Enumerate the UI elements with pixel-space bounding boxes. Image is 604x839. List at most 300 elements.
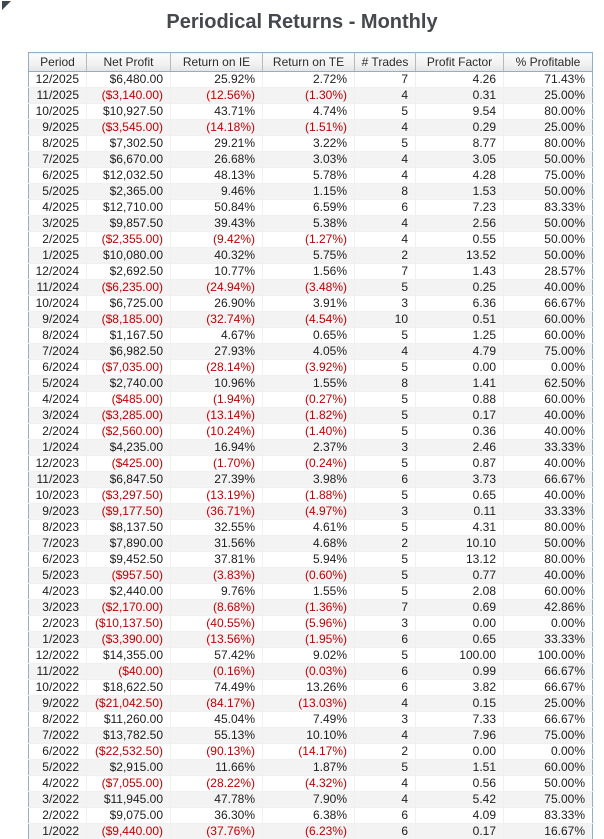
cell-net-profit: $10,080.00	[87, 248, 171, 264]
cell-num-trades: 7	[355, 72, 416, 88]
cell-return-on-ie: 29.21%	[171, 136, 263, 152]
cell-net-profit: ($9,440.00)	[87, 824, 171, 839]
page-title: Periodical Returns - Monthly	[166, 11, 438, 33]
cell-pct-profitable: 60.00%	[504, 312, 593, 328]
cell-net-profit: $14,355.00	[87, 648, 171, 664]
cell-return-on-te: (1.40%)	[263, 424, 355, 440]
cell-net-profit: ($3,297.50)	[87, 488, 171, 504]
cell-profit-factor: 1.51	[416, 760, 504, 776]
cell-profit-factor: 3.82	[416, 680, 504, 696]
cell-period: 8/2025	[29, 136, 87, 152]
cell-net-profit: ($2,170.00)	[87, 600, 171, 616]
cell-return-on-ie: 40.32%	[171, 248, 263, 264]
cell-period: 10/2022	[29, 680, 87, 696]
cell-profit-factor: 1.53	[416, 184, 504, 200]
cell-num-trades: 4	[355, 776, 416, 792]
cell-pct-profitable: 0.00%	[504, 744, 593, 760]
cell-profit-factor: 7.33	[416, 712, 504, 728]
cell-num-trades: 4	[355, 728, 416, 744]
cell-profit-factor: 6.36	[416, 296, 504, 312]
cell-return-on-ie: 39.43%	[171, 216, 263, 232]
cell-profit-factor: 1.25	[416, 328, 504, 344]
table-row	[29, 440, 593, 456]
cell-profit-factor: 4.31	[416, 520, 504, 536]
cell-net-profit: $4,235.00	[87, 440, 171, 456]
cell-return-on-ie: (13.19%)	[171, 488, 263, 504]
cell-return-on-te: 1.55%	[263, 584, 355, 600]
cell-num-trades: 5	[355, 392, 416, 408]
cell-num-trades: 2	[355, 536, 416, 552]
column-header-pct-profitable[interactable]: % Profitable	[504, 53, 593, 72]
cell-return-on-ie: (3.83%)	[171, 568, 263, 584]
cell-period: 7/2024	[29, 344, 87, 360]
cell-net-profit: $6,982.50	[87, 344, 171, 360]
cell-net-profit: $6,480.00	[87, 72, 171, 88]
cell-return-on-ie: (9.42%)	[171, 232, 263, 248]
cell-net-profit: ($3,285.00)	[87, 408, 171, 424]
cell-return-on-te: 10.10%	[263, 728, 355, 744]
cell-profit-factor: 0.69	[416, 600, 504, 616]
cell-return-on-te: 4.05%	[263, 344, 355, 360]
cell-num-trades: 5	[355, 424, 416, 440]
cell-net-profit: ($22,532.50)	[87, 744, 171, 760]
cell-return-on-ie: 9.76%	[171, 584, 263, 600]
cell-pct-profitable: 66.67%	[504, 296, 593, 312]
cell-net-profit: $7,890.00	[87, 536, 171, 552]
cell-pct-profitable: 50.00%	[504, 536, 593, 552]
cell-profit-factor: 10.10	[416, 536, 504, 552]
cell-net-profit: $2,692.50	[87, 264, 171, 280]
cell-num-trades: 7	[355, 600, 416, 616]
cell-return-on-te: (1.36%)	[263, 600, 355, 616]
cell-return-on-te: (0.24%)	[263, 456, 355, 472]
cell-return-on-ie: 4.67%	[171, 328, 263, 344]
cell-return-on-ie: 27.93%	[171, 344, 263, 360]
cell-num-trades: 7	[355, 264, 416, 280]
cell-period: 5/2024	[29, 376, 87, 392]
cell-period: 11/2024	[29, 280, 87, 296]
cell-net-profit: ($485.00)	[87, 392, 171, 408]
cell-pct-profitable: 83.33%	[504, 200, 593, 216]
cell-pct-profitable: 66.67%	[504, 680, 593, 696]
cell-return-on-te: 3.91%	[263, 296, 355, 312]
cell-return-on-te: (1.95%)	[263, 632, 355, 648]
cell-pct-profitable: 16.67%	[504, 824, 593, 839]
cell-num-trades: 5	[355, 552, 416, 568]
cell-return-on-te: 3.98%	[263, 472, 355, 488]
cell-return-on-te: 1.87%	[263, 760, 355, 776]
table-row	[29, 280, 593, 296]
cell-pct-profitable: 50.00%	[504, 152, 593, 168]
cell-profit-factor: 7.96	[416, 728, 504, 744]
table-row	[29, 648, 593, 664]
cell-pct-profitable: 0.00%	[504, 360, 593, 376]
cell-profit-factor: 0.88	[416, 392, 504, 408]
table-row	[29, 328, 593, 344]
cell-return-on-ie: (13.56%)	[171, 632, 263, 648]
cell-period: 9/2023	[29, 504, 87, 520]
cell-pct-profitable: 71.43%	[504, 72, 593, 88]
cell-return-on-te: 2.37%	[263, 440, 355, 456]
cell-pct-profitable: 25.00%	[504, 88, 593, 104]
cell-net-profit: ($21,042.50)	[87, 696, 171, 712]
cell-num-trades: 4	[355, 88, 416, 104]
cell-net-profit: $11,945.00	[87, 792, 171, 808]
cell-profit-factor: 0.87	[416, 456, 504, 472]
cell-return-on-ie: 45.04%	[171, 712, 263, 728]
cell-pct-profitable: 75.00%	[504, 728, 593, 744]
cell-pct-profitable: 80.00%	[504, 104, 593, 120]
cell-num-trades: 5	[355, 136, 416, 152]
table-row	[29, 264, 593, 280]
cell-num-trades: 5	[355, 488, 416, 504]
cell-num-trades: 5	[355, 280, 416, 296]
cell-net-profit: $6,847.50	[87, 472, 171, 488]
cell-num-trades: 2	[355, 744, 416, 760]
table-row	[29, 664, 593, 680]
cell-net-profit: $13,782.50	[87, 728, 171, 744]
cell-return-on-ie: (1.70%)	[171, 456, 263, 472]
cell-profit-factor: 0.99	[416, 664, 504, 680]
cell-net-profit: ($7,035.00)	[87, 360, 171, 376]
cell-pct-profitable: 40.00%	[504, 280, 593, 296]
cell-profit-factor: 2.56	[416, 216, 504, 232]
cell-period: 7/2022	[29, 728, 87, 744]
cell-net-profit: $1,167.50	[87, 328, 171, 344]
cell-net-profit: $7,302.50	[87, 136, 171, 152]
cell-profit-factor: 0.56	[416, 776, 504, 792]
cell-return-on-te: (13.03%)	[263, 696, 355, 712]
cell-profit-factor: 4.09	[416, 808, 504, 824]
cell-profit-factor: 0.00	[416, 616, 504, 632]
column-header-return-on-te[interactable]: Return on TE	[263, 53, 355, 72]
cell-profit-factor: 4.28	[416, 168, 504, 184]
cell-profit-factor: 13.12	[416, 552, 504, 568]
cell-num-trades: 6	[355, 632, 416, 648]
cell-pct-profitable: 33.33%	[504, 504, 593, 520]
cell-period: 2/2024	[29, 424, 87, 440]
cell-profit-factor: 9.54	[416, 104, 504, 120]
cell-profit-factor: 0.17	[416, 408, 504, 424]
cell-period: 3/2023	[29, 600, 87, 616]
cell-pct-profitable: 60.00%	[504, 584, 593, 600]
table-row	[29, 200, 593, 216]
cell-pct-profitable: 66.67%	[504, 712, 593, 728]
cell-return-on-ie: 9.46%	[171, 184, 263, 200]
cell-pct-profitable: 50.00%	[504, 184, 593, 200]
cell-profit-factor: 7.23	[416, 200, 504, 216]
cell-num-trades: 5	[355, 456, 416, 472]
column-header-period[interactable]: Period	[29, 53, 87, 72]
table-row	[29, 168, 593, 184]
cell-return-on-te: 1.56%	[263, 264, 355, 280]
cell-num-trades: 5	[355, 408, 416, 424]
cell-period: 5/2023	[29, 568, 87, 584]
table-row	[29, 696, 593, 712]
cell-return-on-te: (0.27%)	[263, 392, 355, 408]
cell-profit-factor: 0.77	[416, 568, 504, 584]
cell-pct-profitable: 100.00%	[504, 648, 593, 664]
cell-net-profit: $2,915.00	[87, 760, 171, 776]
cell-pct-profitable: 80.00%	[504, 552, 593, 568]
cell-net-profit: ($3,140.00)	[87, 88, 171, 104]
cell-return-on-te: (5.96%)	[263, 616, 355, 632]
cell-net-profit: ($9,177.50)	[87, 504, 171, 520]
cell-net-profit: $12,710.00	[87, 200, 171, 216]
cell-return-on-te: 3.03%	[263, 152, 355, 168]
cell-profit-factor: 2.08	[416, 584, 504, 600]
table-row	[29, 728, 593, 744]
table-row	[29, 584, 593, 600]
cell-num-trades: 4	[355, 152, 416, 168]
cell-net-profit: ($3,545.00)	[87, 120, 171, 136]
table-row	[29, 680, 593, 696]
cell-return-on-ie: (8.68%)	[171, 600, 263, 616]
table-row	[29, 552, 593, 568]
cell-period: 5/2025	[29, 184, 87, 200]
cell-net-profit: ($8,185.00)	[87, 312, 171, 328]
cell-profit-factor: 0.51	[416, 312, 504, 328]
cell-return-on-ie: (1.94%)	[171, 392, 263, 408]
cell-return-on-te: 7.90%	[263, 792, 355, 808]
cell-return-on-ie: 37.81%	[171, 552, 263, 568]
table-row	[29, 216, 593, 232]
cell-num-trades: 10	[355, 312, 416, 328]
table-row	[29, 776, 593, 792]
cell-period: 7/2025	[29, 152, 87, 168]
cell-return-on-te: 13.26%	[263, 680, 355, 696]
table-row	[29, 120, 593, 136]
cell-num-trades: 4	[355, 696, 416, 712]
cell-pct-profitable: 80.00%	[504, 520, 593, 536]
cell-period: 6/2024	[29, 360, 87, 376]
column-header-profit-factor[interactable]: Profit Factor	[416, 53, 504, 72]
cell-period: 11/2022	[29, 664, 87, 680]
cell-num-trades: 3	[355, 504, 416, 520]
table-row	[29, 520, 593, 536]
cell-profit-factor: 0.65	[416, 488, 504, 504]
cell-return-on-ie: 74.49%	[171, 680, 263, 696]
cell-num-trades: 5	[355, 520, 416, 536]
table-row	[29, 392, 593, 408]
table-row	[29, 824, 593, 839]
table-row	[29, 344, 593, 360]
cell-net-profit: ($40.00)	[87, 664, 171, 680]
cell-period: 2/2025	[29, 232, 87, 248]
cell-profit-factor: 4.79	[416, 344, 504, 360]
cell-return-on-ie: 10.77%	[171, 264, 263, 280]
cell-period: 1/2024	[29, 440, 87, 456]
cell-num-trades: 3	[355, 296, 416, 312]
cell-return-on-ie: 43.71%	[171, 104, 263, 120]
cell-profit-factor: 0.00	[416, 744, 504, 760]
cell-num-trades: 8	[355, 184, 416, 200]
cell-num-trades: 5	[355, 760, 416, 776]
cell-return-on-te: 4.74%	[263, 104, 355, 120]
table-row	[29, 568, 593, 584]
table-row	[29, 760, 593, 776]
table-row	[29, 744, 593, 760]
cell-num-trades: 6	[355, 808, 416, 824]
cell-return-on-ie: 48.13%	[171, 168, 263, 184]
cell-num-trades: 4	[355, 216, 416, 232]
cell-profit-factor: 8.77	[416, 136, 504, 152]
cell-return-on-ie: (40.55%)	[171, 616, 263, 632]
cell-net-profit: $6,670.00	[87, 152, 171, 168]
cell-return-on-te: (1.30%)	[263, 88, 355, 104]
cell-return-on-ie: (14.18%)	[171, 120, 263, 136]
table-row	[29, 504, 593, 520]
table-row	[29, 312, 593, 328]
cell-pct-profitable: 33.33%	[504, 440, 593, 456]
cell-period: 8/2022	[29, 712, 87, 728]
cell-net-profit: $2,440.00	[87, 584, 171, 600]
cell-pct-profitable: 50.00%	[504, 776, 593, 792]
cell-return-on-ie: 10.96%	[171, 376, 263, 392]
cell-return-on-te: 1.15%	[263, 184, 355, 200]
cell-profit-factor: 0.65	[416, 632, 504, 648]
cell-pct-profitable: 25.00%	[504, 696, 593, 712]
cell-pct-profitable: 0.00%	[504, 616, 593, 632]
cell-return-on-te: (3.48%)	[263, 280, 355, 296]
cell-period: 9/2025	[29, 120, 87, 136]
cell-net-profit: $9,075.00	[87, 808, 171, 824]
cell-net-profit: ($7,055.00)	[87, 776, 171, 792]
cell-return-on-ie: 50.84%	[171, 200, 263, 216]
cell-period: 3/2024	[29, 408, 87, 424]
cell-num-trades: 5	[355, 328, 416, 344]
cell-profit-factor: 100.00	[416, 648, 504, 664]
cell-profit-factor: 0.25	[416, 280, 504, 296]
cell-return-on-te: 6.38%	[263, 808, 355, 824]
cell-pct-profitable: 50.00%	[504, 248, 593, 264]
cell-profit-factor: 0.29	[416, 120, 504, 136]
cell-profit-factor: 1.41	[416, 376, 504, 392]
cell-period: 11/2025	[29, 88, 87, 104]
cell-num-trades: 4	[355, 168, 416, 184]
cell-pct-profitable: 60.00%	[504, 392, 593, 408]
cell-period: 7/2023	[29, 536, 87, 552]
cell-num-trades: 5	[355, 584, 416, 600]
table-row	[29, 232, 593, 248]
cell-net-profit: $9,452.50	[87, 552, 171, 568]
cell-pct-profitable: 50.00%	[504, 232, 593, 248]
cell-pct-profitable: 42.86%	[504, 600, 593, 616]
table-row	[29, 424, 593, 440]
cell-return-on-ie: (13.14%)	[171, 408, 263, 424]
cell-return-on-te: 3.22%	[263, 136, 355, 152]
cell-profit-factor: 0.31	[416, 88, 504, 104]
cell-num-trades: 3	[355, 440, 416, 456]
cell-return-on-ie: (12.56%)	[171, 88, 263, 104]
table-header-row	[29, 53, 593, 72]
cell-return-on-ie: (10.24%)	[171, 424, 263, 440]
cell-period: 10/2023	[29, 488, 87, 504]
cell-period: 4/2024	[29, 392, 87, 408]
cell-num-trades: 6	[355, 200, 416, 216]
cell-return-on-ie: 11.66%	[171, 760, 263, 776]
cell-num-trades: 3	[355, 712, 416, 728]
cell-net-profit: $8,137.50	[87, 520, 171, 536]
cell-return-on-ie: 26.68%	[171, 152, 263, 168]
table-row	[29, 712, 593, 728]
corner-artifact-mark	[2, 1, 11, 10]
cell-pct-profitable: 40.00%	[504, 568, 593, 584]
cell-return-on-te: 9.02%	[263, 648, 355, 664]
cell-profit-factor: 0.15	[416, 696, 504, 712]
column-header-return-on-ie[interactable]: Return on IE	[171, 53, 263, 72]
cell-return-on-ie: 27.39%	[171, 472, 263, 488]
cell-num-trades: 5	[355, 568, 416, 584]
cell-return-on-ie: 57.42%	[171, 648, 263, 664]
cell-return-on-ie: (90.13%)	[171, 744, 263, 760]
cell-profit-factor: 0.00	[416, 360, 504, 376]
cell-num-trades: 6	[355, 472, 416, 488]
cell-return-on-ie: 36.30%	[171, 808, 263, 824]
cell-return-on-te: (4.32%)	[263, 776, 355, 792]
cell-return-on-te: 5.75%	[263, 248, 355, 264]
cell-num-trades: 8	[355, 376, 416, 392]
cell-return-on-ie: (84.17%)	[171, 696, 263, 712]
table-row	[29, 104, 593, 120]
cell-pct-profitable: 40.00%	[504, 408, 593, 424]
cell-return-on-te: 5.94%	[263, 552, 355, 568]
cell-return-on-te: (1.82%)	[263, 408, 355, 424]
cell-profit-factor: 2.46	[416, 440, 504, 456]
cell-pct-profitable: 75.00%	[504, 344, 593, 360]
table-row	[29, 88, 593, 104]
cell-profit-factor: 0.11	[416, 504, 504, 520]
cell-period: 12/2024	[29, 264, 87, 280]
cell-period: 12/2022	[29, 648, 87, 664]
table-row	[29, 488, 593, 504]
table-row	[29, 472, 593, 488]
cell-return-on-te: 5.38%	[263, 216, 355, 232]
table-row	[29, 152, 593, 168]
cell-period: 6/2023	[29, 552, 87, 568]
cell-profit-factor: 4.26	[416, 72, 504, 88]
cell-num-trades: 3	[355, 616, 416, 632]
cell-profit-factor: 3.73	[416, 472, 504, 488]
table-row	[29, 360, 593, 376]
table-row	[29, 72, 593, 88]
cell-return-on-ie: (37.76%)	[171, 824, 263, 839]
table-row	[29, 808, 593, 824]
cell-period: 10/2025	[29, 104, 87, 120]
cell-net-profit: ($957.50)	[87, 568, 171, 584]
cell-num-trades: 6	[355, 824, 416, 839]
column-header-num-trades[interactable]: # Trades	[355, 53, 416, 72]
table-row	[29, 536, 593, 552]
cell-return-on-te: (4.97%)	[263, 504, 355, 520]
table-row	[29, 248, 593, 264]
cell-period: 6/2022	[29, 744, 87, 760]
cell-net-profit: ($2,355.00)	[87, 232, 171, 248]
cell-num-trades: 2	[355, 248, 416, 264]
cell-pct-profitable: 28.57%	[504, 264, 593, 280]
column-header-net-profit[interactable]: Net Profit	[87, 53, 171, 72]
returns-table-container	[28, 52, 592, 839]
cell-pct-profitable: 75.00%	[504, 792, 593, 808]
cell-profit-factor: 13.52	[416, 248, 504, 264]
cell-net-profit: $10,927.50	[87, 104, 171, 120]
periodical-returns-table	[28, 52, 593, 839]
cell-return-on-te: (1.88%)	[263, 488, 355, 504]
cell-return-on-te: 5.78%	[263, 168, 355, 184]
table-row	[29, 376, 593, 392]
cell-period: 1/2023	[29, 632, 87, 648]
cell-return-on-ie: 16.94%	[171, 440, 263, 456]
